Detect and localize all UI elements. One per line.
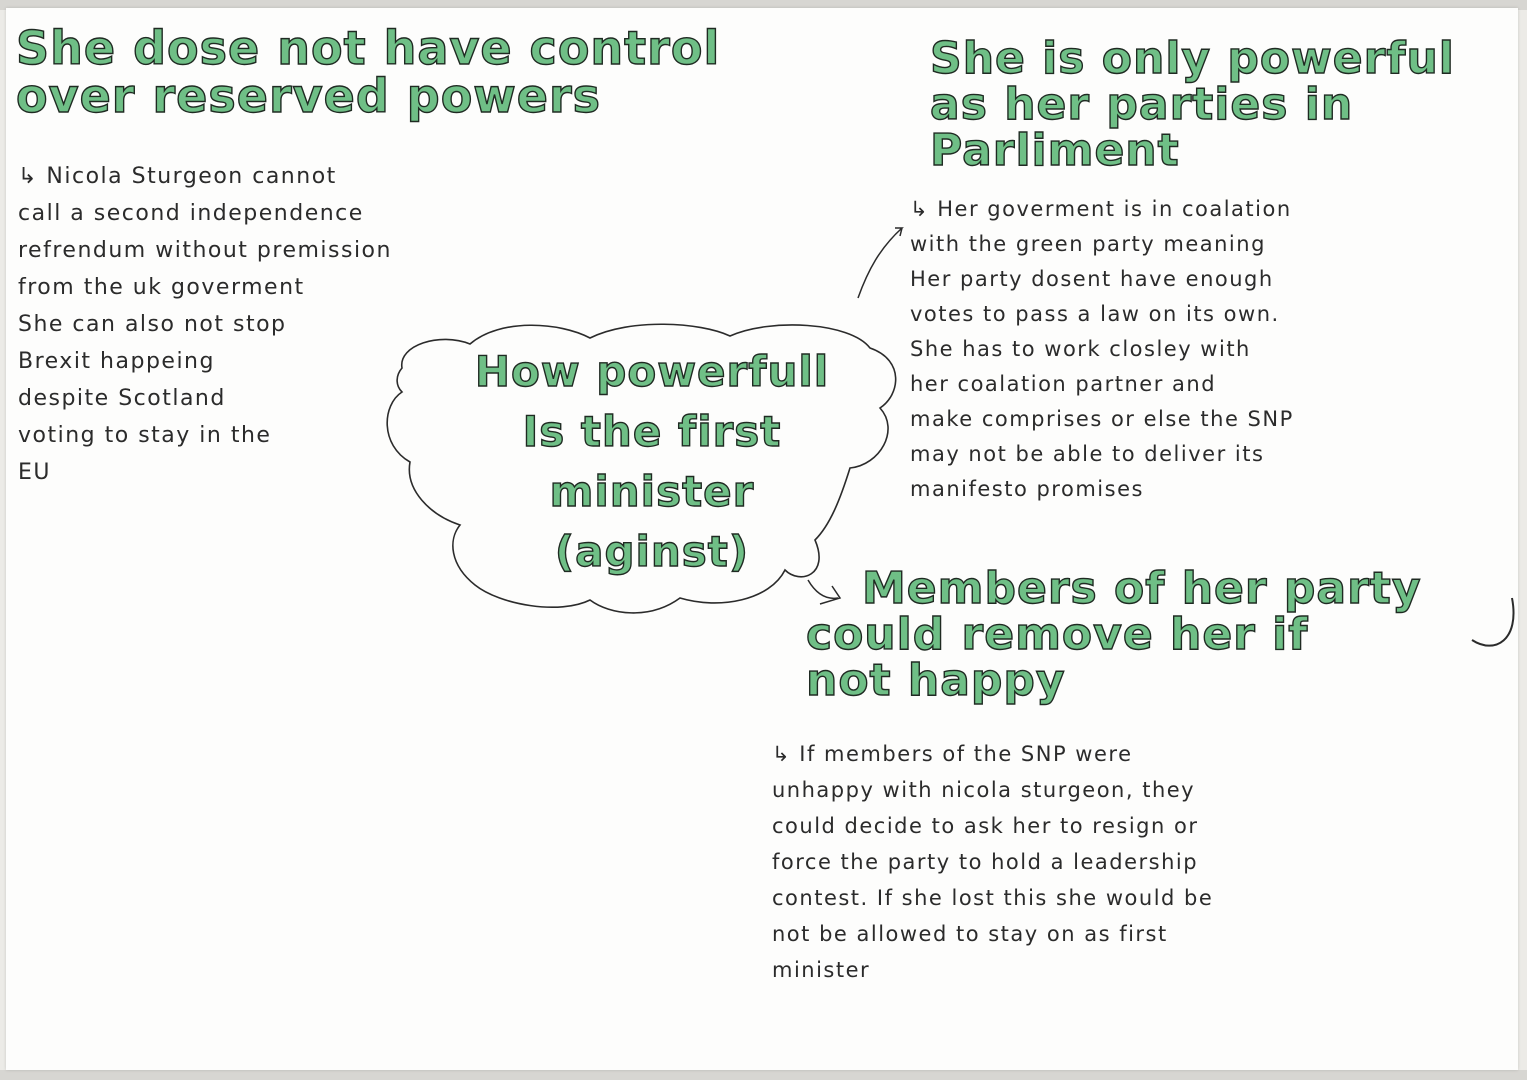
- center-title: [412, 342, 892, 582]
- parliament-line-2: with the green party meaning: [910, 232, 1266, 256]
- parliament-heading-line-2: as her parties in: [930, 79, 1354, 131]
- parliament-line-1: ↳ Her goverment is in coalation: [910, 197, 1292, 221]
- party-heading-line-1: Members of her party: [862, 563, 1422, 614]
- center-title-line-3: minister: [549, 467, 755, 516]
- reserved-line-3: refrendum without premission: [18, 238, 392, 263]
- parliament-line-9: manifesto promises: [910, 477, 1144, 501]
- reserved-heading-line-2: over reserved powers: [16, 69, 602, 124]
- party-line-3: could decide to ask her to resign or: [772, 814, 1199, 838]
- reserved-line-9: EU: [18, 460, 52, 485]
- parliament-heading-line-1: She is only powerful: [930, 33, 1455, 84]
- reserved-line-5: She can also not stop: [18, 312, 287, 337]
- party-line-2: unhappy with nicola sturgeon, they: [772, 778, 1196, 802]
- reserved-heading-line-1: She dose not have control: [16, 21, 721, 75]
- reserved-line-8: voting to stay in the: [18, 423, 272, 448]
- connector-to-parliament: [858, 228, 902, 298]
- reserved-powers-heading: [16, 21, 721, 124]
- parliament-line-5: She has to work closley with: [910, 337, 1251, 361]
- center-title-line-2: Is the first: [522, 407, 782, 456]
- parliament-heading: [930, 33, 1455, 177]
- reserved-line-6: Brexit happeing: [18, 349, 215, 374]
- heading-flourish: [1472, 598, 1514, 646]
- party-heading: [806, 563, 1422, 707]
- party-notes: [772, 736, 1213, 988]
- center-title-line-4: (aginst): [554, 527, 750, 576]
- center-title-line-1: How powerfull: [474, 347, 830, 396]
- parliament-line-4: votes to pass a law on its own.: [910, 302, 1280, 326]
- party-line-5: contest. If she lost this she would be: [772, 886, 1214, 910]
- reserved-powers-notes: [18, 158, 392, 491]
- parliament-line-6: her coalation partner and: [910, 372, 1217, 396]
- reserved-line-1: ↳ Nicola Sturgeon cannot: [18, 164, 337, 189]
- parliament-heading-line-3: Parliment: [930, 125, 1180, 177]
- party-line-6: not be allowed to stay on as first: [772, 922, 1168, 946]
- party-heading-line-2: could remove her if: [806, 609, 1309, 661]
- parliament-line-7: make comprises or else the SNP: [910, 407, 1294, 431]
- party-line-4: force the party to hold a leadership: [772, 850, 1199, 874]
- parliament-notes: [910, 192, 1294, 507]
- reserved-line-4: from the uk goverment: [18, 275, 305, 300]
- party-line-1: ↳ If members of the SNP were: [772, 742, 1133, 766]
- party-line-7: minister: [772, 958, 871, 982]
- reserved-line-2: call a second independence: [18, 201, 364, 226]
- party-heading-line-3: not happy: [806, 655, 1066, 707]
- parliament-line-3: Her party dosent have enough: [910, 267, 1274, 291]
- reserved-line-7: despite Scotland: [18, 386, 226, 411]
- parliament-line-8: may not be able to deliver its: [910, 442, 1265, 466]
